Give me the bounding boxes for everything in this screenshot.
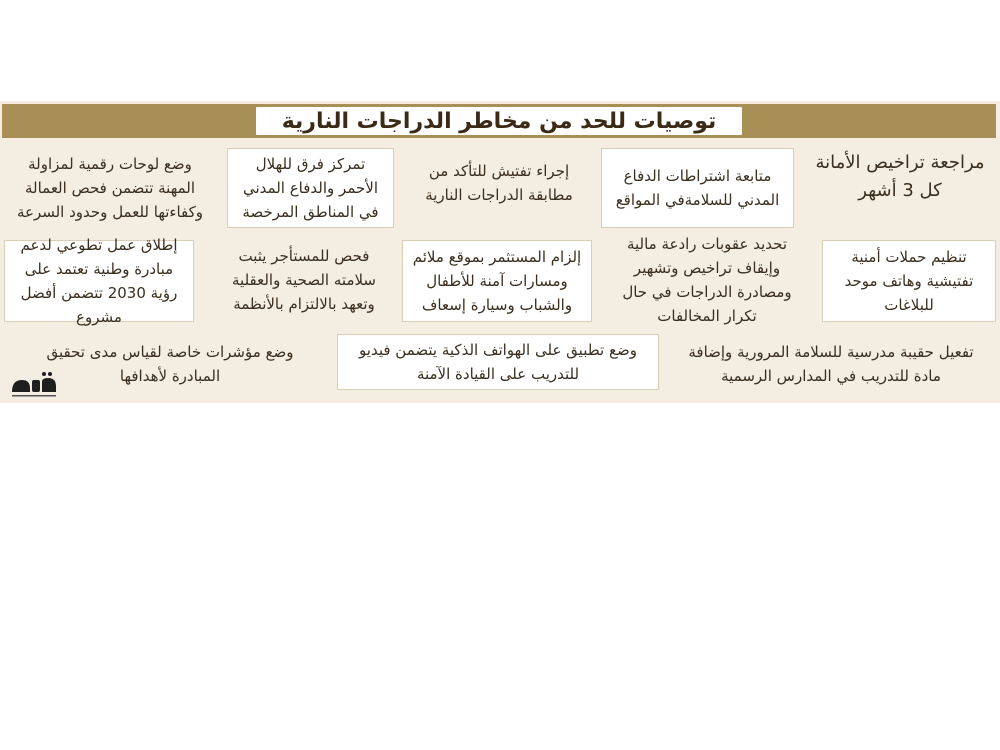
recommendation-smartphone-app: وضع تطبيق على الهواتف الذكية يتضمن فيديو للتدريب على القيادة الآمنة xyxy=(337,334,659,390)
recommendation-investor-obligations: إلزام المستثمر بموقع ملائم ومسارات آمنة للأطفال والشباب وسيارة إسعاف xyxy=(402,240,592,322)
recommendation-security-campaigns: تنظيم حملات أمنية تفتيشية وهاتف موحد للبلاغات xyxy=(822,240,996,322)
recommendation-red-crescent: تمركز فرق للهلال الأحمر والدفاع المدني في المناطق المرخصة xyxy=(227,148,394,228)
recommendation-license-review: مراجعة تراخيص الأمانة كل 3 أشهر xyxy=(815,152,985,201)
infographic-title: توصيات للحد من مخاطر الدراجات النارية xyxy=(256,107,743,135)
title-bar xyxy=(2,104,996,138)
recommendation-renter-check: فحص للمستأجر يثبت سلامته الصحية والعقلية وتعهد بالالتزام بالأنظمة xyxy=(232,247,376,313)
recommendation-school-bag: تفعيل حقيبة مدرسية للسلامة المرورية وإضافة مادة للتدريب في المدارس الرسمية xyxy=(688,343,974,385)
recommendation-indicators: وضع مؤشرات خاصة لقياس مدى تحقيق المبادرة لأهدافها xyxy=(46,343,294,385)
recommendation-volunteer-initiative: إطلاق عمل تطوعي لدعم مبادرة وطنية تعتمد على رؤية 2030 تتضمن أفضل مشروع xyxy=(4,240,194,322)
recommendation-penalties: تحديد عقوبات رادعة مالية وإيقاف تراخيص وتشهير ومصادرة الدراجات في حال تكرار المخالفات xyxy=(622,235,792,325)
makkah-newspaper-logo-icon xyxy=(8,370,64,400)
recommendation-digital-plates: وضع لوحات رقمية لمزاولة المهنة تتضمن فحص العمالة وكفاءتها للعمل وحدود السرعة xyxy=(16,155,204,221)
recommendation-civil-defense: متابعة اشتراطات الدفاع المدني للسلامةفي المواقع xyxy=(601,148,794,228)
recommendation-inspection: إجراء تفتيش للتأكد من مطابقة الدراجات النارية xyxy=(425,162,573,204)
